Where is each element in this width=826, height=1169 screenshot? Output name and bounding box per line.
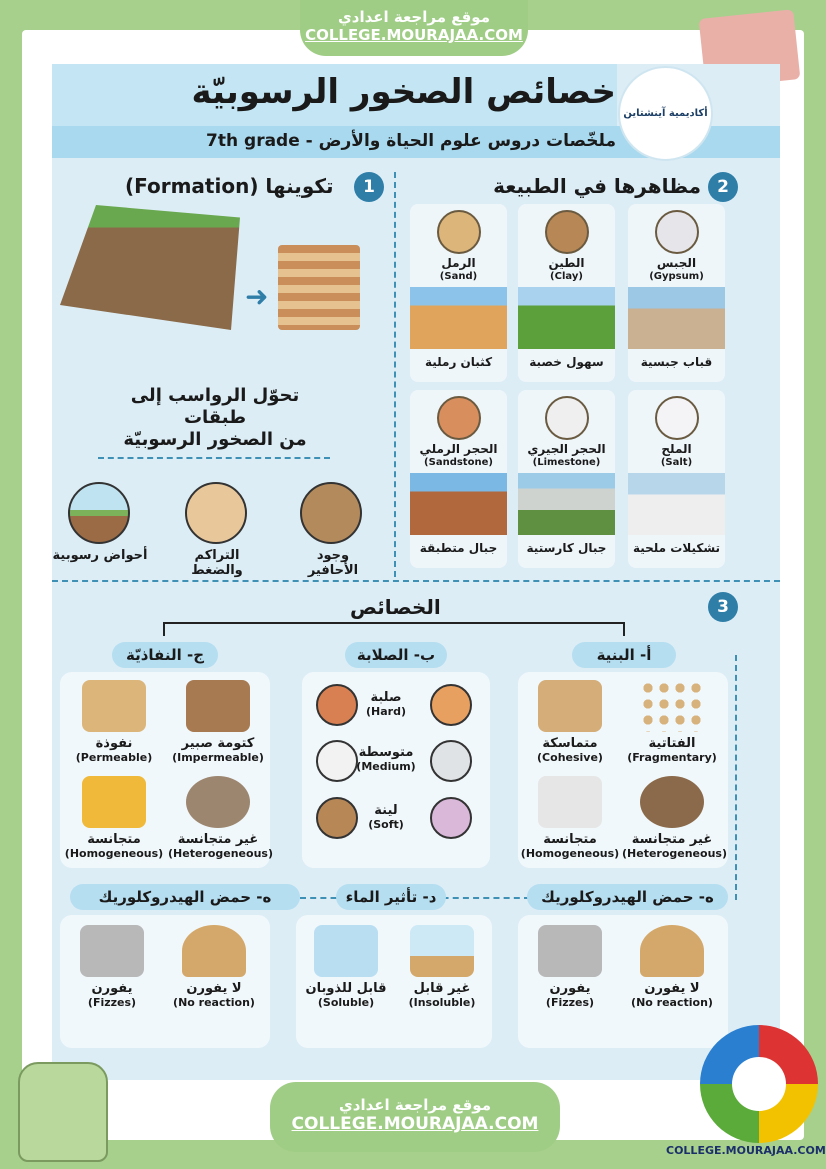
site-name: موقع مراجعة اعدادي (338, 8, 490, 26)
hardness-pill: ب- الصلابة (345, 642, 447, 668)
card-clay (518, 204, 615, 382)
bottom-site-banner[interactable] (270, 1082, 560, 1152)
card-salt (628, 390, 725, 568)
item-en: (Cohesive) (537, 751, 603, 764)
impermeable-item (168, 680, 268, 764)
item-ar: غير قابل (413, 981, 471, 996)
no-reaction-item (164, 925, 264, 1009)
item-ar: متجانسة (87, 832, 141, 847)
permeability-pill: ج- النفاذيّة (112, 642, 218, 668)
section-3-number: 3 (708, 592, 738, 622)
cohesive-image (538, 680, 602, 732)
rock-layers-illustration (278, 245, 360, 330)
homogeneous-item (520, 776, 620, 860)
limestone-icon (545, 396, 589, 440)
knife-scratch-icon (430, 740, 472, 782)
item-en: (Fragmentary) (627, 751, 717, 764)
fragmentary-image (640, 680, 704, 732)
limestone-dropper-image (538, 925, 602, 977)
salt-photo (628, 473, 725, 535)
site-url[interactable]: COLLEGE.MOURAJAA.COM (291, 1114, 539, 1134)
medium-item (346, 745, 426, 773)
insoluble-item (392, 925, 492, 1009)
hcl-left-pill: ه- حمض الهيدروكلوريك (70, 884, 300, 910)
formation-line-1: تحوّل الرواسب إلى طبقات (130, 385, 300, 428)
item-en: (Heterogeneous) (622, 847, 727, 860)
permeable-item (64, 680, 164, 764)
sand-block-image (82, 680, 146, 732)
item-en: (Fizzes) (545, 996, 595, 1009)
item-en: (Heterogeneous) (168, 847, 273, 860)
item-ar: يفورن (91, 981, 133, 996)
limestone-photo (518, 473, 615, 535)
card-name: الحجر الرملي (419, 442, 498, 456)
item-ar: غير متجانسة (631, 832, 713, 847)
hammer-icon (430, 684, 472, 726)
card-en: (Limestone) (532, 457, 601, 468)
section-3-title: الخصائص (350, 595, 441, 619)
hand-press-icon (430, 797, 472, 839)
page-subtitle: ملخّصات دروس علوم الحياة والأرض - 7th grade (206, 131, 616, 151)
card-caption: جبال كارستية (526, 541, 607, 555)
item-ar: لينة (374, 803, 398, 818)
no-reaction-item (622, 925, 722, 1009)
item-ar: لا يفورن (186, 981, 242, 996)
arrow-right-icon: ➜ (245, 280, 269, 313)
item-ar: الفتاتية (648, 736, 696, 751)
clay-icon (545, 210, 589, 254)
section-divider (394, 172, 396, 577)
heterogeneous-item (622, 776, 727, 860)
formation-line-2: من الصخور الرسوبيّة (123, 429, 307, 450)
item-ar: قابل للذوبان (305, 981, 387, 996)
basin-icon (68, 482, 130, 544)
item-en: (Insoluble) (408, 996, 476, 1009)
card-name: الطين (548, 256, 585, 270)
corner-site-url[interactable]: COLLEGE.MOURAJAA.COM (666, 1144, 826, 1157)
card-en: (Sand) (439, 271, 478, 282)
card-limestone (518, 390, 615, 568)
item-en: (Soluble) (317, 996, 375, 1009)
item-en: (No reaction) (631, 996, 713, 1009)
clay-slope-image (186, 680, 250, 732)
sand-photo (410, 287, 507, 349)
card-en: (Sandstone) (424, 457, 493, 468)
conglomerate-image (640, 776, 704, 828)
sand-dropper-image (640, 925, 704, 977)
item-ar: لا يفورن (644, 981, 700, 996)
salt-icon (655, 396, 699, 440)
clay-photo (518, 287, 615, 349)
card-name: الجبس (656, 256, 697, 270)
formation-text (120, 385, 310, 451)
item-ar: متماسكة (542, 736, 598, 751)
accumulation-label: التراكم والضغط (191, 548, 243, 578)
academy-logo (618, 66, 713, 161)
flow-connector (735, 655, 737, 900)
top-site-banner[interactable] (300, 0, 528, 56)
soft-item (346, 803, 426, 831)
basins-label: أحواض رسوبية (52, 548, 148, 563)
item-ar: كتومة صبير (181, 736, 255, 751)
item-en: (No reaction) (173, 996, 255, 1009)
card-name: الملح (661, 442, 692, 456)
card-caption: تشكيلات ملحية (632, 541, 721, 555)
section-divider-horizontal (52, 580, 780, 582)
card-caption: قباب جبسية (640, 355, 713, 369)
site-name: موقع مراجعة اعدادي (339, 1096, 491, 1114)
card-caption: كثبان رملية (424, 355, 493, 369)
beaker-sand-image (410, 925, 474, 977)
fragmentary-item (622, 680, 722, 764)
section-2-number: 2 (708, 172, 738, 202)
soluble-item (296, 925, 396, 1009)
card-name: الحجر الجيري (527, 442, 606, 456)
card-sandstone (410, 390, 507, 568)
fizzes-item (62, 925, 162, 1009)
card-en: (Gypsum) (649, 271, 704, 282)
item-ar: نفوذة (95, 736, 133, 751)
fizzes-item (520, 925, 620, 1009)
gypsum-photo (628, 287, 725, 349)
beaker-salt-image (314, 925, 378, 977)
item-ar: يفورن (549, 981, 591, 996)
page-title: خصائص الصخور الرسوبيّة (191, 72, 616, 112)
item-ar: غير متجانسة (177, 832, 259, 847)
item-en: (Medium) (356, 760, 416, 773)
item-en: (Hard) (366, 705, 406, 718)
item-en: (Soft) (368, 818, 404, 831)
logo-text: أكاديمية آينشتاين (623, 108, 708, 119)
card-caption: سهول خصبة (529, 355, 604, 369)
heterogeneous-item (168, 776, 273, 860)
sandstone-icon (437, 396, 481, 440)
rock-image (186, 776, 250, 828)
backpack-icon (18, 1062, 108, 1162)
item-ar: صلبة (370, 690, 402, 705)
card-en: (Salt) (660, 457, 693, 468)
hcl-right-pill: ه- حمض الهيدروكلوريك (527, 884, 728, 910)
gypsum-icon (655, 210, 699, 254)
sponge-image (82, 776, 146, 828)
branch-connector (98, 457, 330, 459)
item-ar: متجانسة (543, 832, 597, 847)
item-en: (Permeable) (75, 751, 153, 764)
structure-pill: أ- البنية (572, 642, 676, 668)
section-2-title: مظاهرها في الطبيعة (493, 174, 701, 198)
item-en: (Homogeneous) (64, 847, 164, 860)
item-en: (Homogeneous) (520, 847, 620, 860)
item-ar: متوسطة (358, 745, 414, 760)
site-url[interactable]: COLLEGE.MOURAJAA.COM (305, 26, 523, 44)
section-1-number: 1 (354, 172, 384, 202)
education-wheel-icon (700, 1025, 818, 1143)
card-gypsum (628, 204, 725, 382)
card-name: الرمل (441, 256, 476, 270)
card-en: (Clay) (550, 271, 583, 282)
homogeneous-item (64, 776, 164, 860)
card-caption: جبال متطبقة (419, 541, 498, 555)
sand-icon (437, 210, 481, 254)
layers-icon (185, 482, 247, 544)
sand-dropper-image (182, 925, 246, 977)
fossils-label: وجود الأحافير (307, 548, 359, 578)
water-pill: د- تأثير الماء (336, 884, 446, 910)
item-en: (Fizzes) (87, 996, 137, 1009)
sandstone-photo (410, 473, 507, 535)
limestone-dropper-image (80, 925, 144, 977)
hard-item (346, 690, 426, 718)
fossil-icon (300, 482, 362, 544)
white-block-image (538, 776, 602, 828)
item-en: (Impermeable) (172, 751, 264, 764)
card-sand (410, 204, 507, 382)
branch-connector (163, 622, 625, 636)
section-1-title: تكوينها (Formation) (125, 174, 334, 198)
cohesive-item (520, 680, 620, 764)
